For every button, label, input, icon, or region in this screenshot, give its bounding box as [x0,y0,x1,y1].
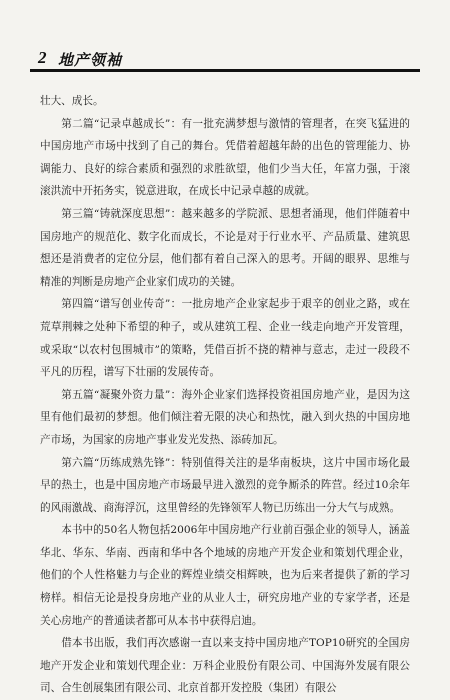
page-number: 2 [38,48,47,67]
paragraph: 第二篇“记录卓越成长”：有一批充满梦想与激情的管理者，在突飞猛进的中国房地产市场中找到了自己的舞台。凭借着超越年龄的出色的管理能力、协调能力、良好的综合素质和强烈的求胜欲望，他们少当大任，年富力强，于滚滚洪流中开拓务实，锐意进取，在成长中记录卓越的成就。 [40,117,410,198]
running-title: 地产领袖 [58,51,123,69]
paragraph: 第三篇“铸就深度思想”：越来越多的学院派、思想者涌现，他们伴随着中国房地产的规范化、数字化而成长，不论是对于行业水平、产品质量、建筑思想还是消费者的定位分层，他们都有着自己深入的思考。开阔的眼界、思维与精准的判断是房地产企业家们成功的关键。 [40,207,410,288]
page-header [30,48,420,70]
paragraph: 第四篇“谱写创业传奇”：一批房地产企业家起步于艰辛的创业之路，或在荒草荆棘之处种下希望的种子，或从建筑工程、企业一线走向地产开发管理，或采取“以农村包围城市”的策略，凭借百折不挠的精神与意志，走过一段段不平凡的历程，谱写下壮丽的发展传奇。 [40,298,410,379]
paragraph: 第六篇“历练成熟先锋”：特别值得关注的是华南板块，这片中国市场化最早的热土，也是中国房地产市场最早进入激烈的竞争厮杀的阵营。经过10余年的风雨激战、商海浮沉，这里曾经的先锋领军人物已历练出一分大气与成熟。 [40,456,410,514]
paragraph: 第五篇“凝聚外资力量”：海外企业家们选择投资祖国房地产业，是因为这里有他们最初的梦想。他们倾注着无限的决心和热忱，融入到火热的中国房地产市场，为国家的房地产事业发光发热、添砖加瓦。 [40,388,410,446]
paragraph: 本书中的50名人物包括2006年中国房地产行业前百强企业的领导人，涵盖华北、华东、华南、西南和华中各个地域的房地产开发企业和策划代理企业，他们的个人性格魅力与企业的辉煌业绩交相辉映，也为后来者提供了新的学习榜样。相信无论是投身房地产业的从业人士，研究房地产业的专家学者，还是关心房地产的普通读者都可从本书中获得启迪。 [40,524,410,627]
paragraph: 借本书出版，我们再次感谢一直以来支持中国房地产TOP10研究的全国房地产开发企业和策划代理企业：万科企业股份有限公司、中国海外发展有限公司、合生创展集团有限公司、北京首都开发控股（集团）有限公 [40,637,410,695]
body-text [40,90,410,700]
paragraph: 壮大、成长。 [40,95,104,107]
header-rule [30,69,420,72]
